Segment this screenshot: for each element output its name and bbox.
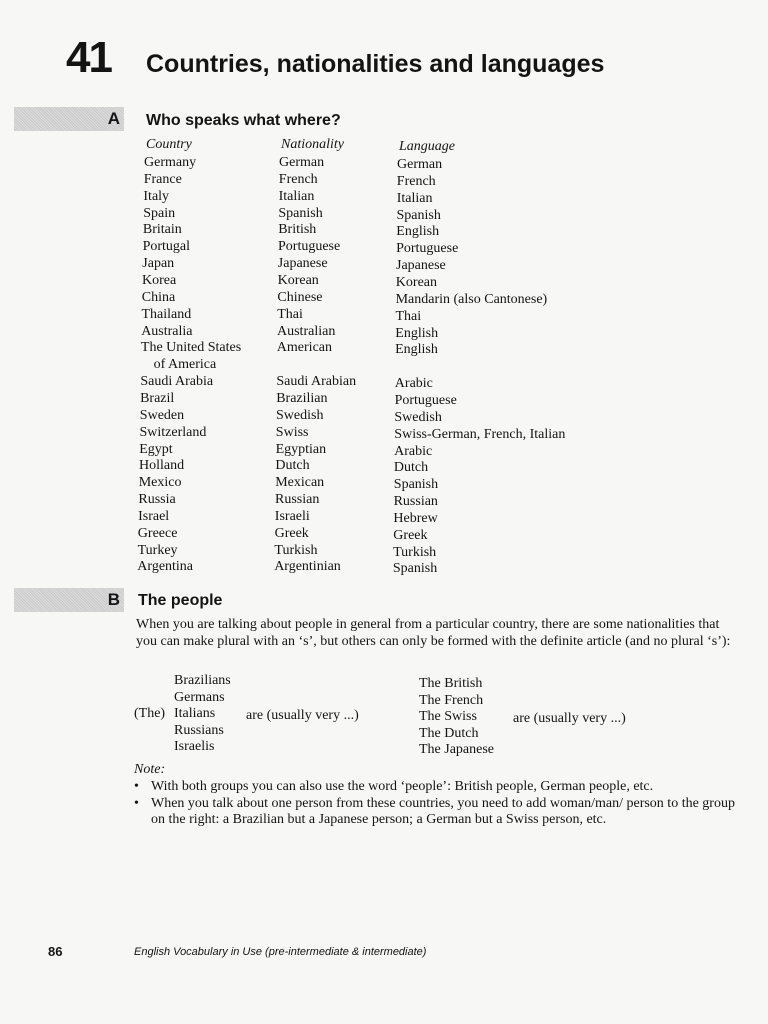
table-cell-country: Sweden (139, 407, 185, 423)
table-cell-nationality: Italian (278, 188, 315, 204)
table-cell-nationality: Israeli (274, 508, 310, 524)
table-cell-language: German (397, 157, 443, 172)
table-cell-nationality: Australian (277, 323, 336, 339)
table-cell-language: Korean (395, 275, 437, 290)
table-cell-country: Argentina (137, 559, 194, 575)
table-cell-language: Russian (393, 494, 438, 509)
table-cell-language: Dutch (393, 460, 429, 476)
book-title: English Vocabulary in Use (pre-intermediate & intermediate) (134, 946, 427, 958)
unit-title: Countries, nationalities and languages (146, 50, 605, 78)
table-cell-language: Spanish (392, 561, 438, 577)
table-cell-nationality: Japanese (277, 256, 328, 272)
table-cell-country: Israel (138, 508, 170, 524)
section-b-marker (14, 588, 124, 612)
definite-article-group (419, 676, 494, 759)
table-cell-language: Spanish (396, 207, 441, 223)
table-cell-country: of America (153, 357, 217, 373)
table-cell-nationality: Chinese (277, 289, 323, 305)
table-cell-language: Swedish (394, 409, 442, 425)
list-item: The Dutch (419, 725, 479, 741)
table-cell-language: French (396, 173, 436, 189)
table-cell-country: China (141, 289, 176, 305)
table-cell-nationality: British (278, 222, 317, 238)
table-cell-language: Arabic (394, 376, 433, 392)
table-cell-language: Thai (395, 308, 422, 324)
table-cell-language: Portuguese (394, 392, 457, 408)
table-cell-nationality: Thai (277, 306, 303, 322)
list-item: Italians (174, 706, 216, 721)
table-cell-nationality: Swedish (276, 407, 324, 423)
notes-list (134, 779, 742, 829)
list-item: The Swiss (419, 709, 477, 724)
table-cell-language: Swiss-German, French, Italian (394, 426, 566, 442)
table-cell-country: Italy (143, 188, 170, 204)
table-cell-country: France (143, 171, 182, 187)
table-cell-country: Germany (144, 155, 197, 170)
list-item: Brazilians (174, 673, 231, 688)
table-cell-country: Holland (139, 458, 185, 474)
note-item: • With both groups you can also use the word ‘people’: British people, German people, etc. (134, 779, 742, 796)
table-cell-country: The United States (140, 340, 242, 356)
table-cell-nationality: French (278, 171, 318, 187)
table-cell-language: Spanish (393, 477, 439, 493)
list-item: The British (419, 676, 483, 691)
table-cell-nationality: Egyptian (275, 441, 327, 457)
table-cell-nationality: Korean (277, 273, 319, 288)
table-cell-language: Japanese (396, 258, 446, 274)
table-cell-language: Arabic (394, 443, 433, 459)
left-verb-phrase: are (usually very ...) (246, 708, 359, 723)
table-cell-country: Greece (137, 525, 178, 541)
section-b-intro: When you are talking about people in general from a particular country, there are some nationalities that you can make plural with an ‘s’, but others can only be formed with the definite article (and no plural ‘s’): (136, 617, 731, 649)
section-a-heading: Who speaks what where? (146, 112, 341, 129)
section-b-letter: B (107, 590, 120, 609)
note-item: • When you talk about one person from these countries, you need to add woman/man/ person to the group on the right: a Brazilian but a Japanese person; a German but a Swiss person, etc. (134, 796, 742, 829)
table-cell-country: Japan (142, 256, 175, 272)
column-header-language: Language (399, 139, 455, 154)
table-cell-nationality: Turkish (274, 542, 318, 558)
table-cell-nationality: Mexican (275, 475, 325, 491)
list-item: Russians (174, 722, 224, 738)
table-cell-country: Australia (141, 323, 193, 339)
page-number: 86 (48, 944, 63, 959)
table-cell-nationality: Russian (275, 492, 320, 507)
section-a-letter: A (107, 109, 120, 128)
table-cell-country: Switzerland (139, 424, 207, 440)
table-cell-nationality: Greek (274, 525, 309, 541)
list-item: Germans (174, 689, 225, 705)
column-header-nationality: Nationality (281, 137, 344, 152)
table-cell-country: Russia (138, 492, 176, 507)
table-cell-language: English (395, 342, 438, 358)
table-cell-nationality: Dutch (275, 458, 310, 474)
table-cell-language: Greek (393, 527, 428, 543)
table-cell-nationality: German (279, 155, 325, 170)
table-cell-country: Thailand (141, 306, 192, 322)
note-label: Note: (134, 762, 166, 777)
table-cell-country: Turkey (137, 542, 178, 558)
table-cell-country: Mexico (138, 475, 182, 491)
table-cell-language: Italian (396, 190, 433, 206)
section-b-heading: The people (138, 592, 223, 609)
table-cell-country: Portugal (142, 239, 191, 255)
table-cell-country: Spain (143, 205, 176, 221)
table-cell-country: Saudi Arabia (140, 374, 214, 390)
table-cell-language: English (395, 325, 439, 341)
the-prefix: (The) (134, 706, 166, 721)
plural-s-group (174, 673, 231, 756)
column-header-country: Country (146, 137, 192, 152)
table-cell-country: Korea (142, 273, 177, 288)
table-cell-country: Egypt (139, 441, 173, 457)
table-cell-nationality: Brazilian (276, 390, 328, 406)
list-item: The Japanese (419, 742, 495, 757)
table-cell-language: Portuguese (396, 241, 459, 257)
section-a-marker (14, 107, 124, 131)
table-cell-language: Turkish (393, 544, 437, 560)
table-cell-country: Britain (142, 222, 182, 238)
table-cell-nationality: Argentinian (274, 559, 341, 575)
table-cell-language: Hebrew (393, 510, 438, 526)
table-cell-language: English (396, 224, 440, 240)
table-cell-nationality: American (276, 340, 332, 356)
table-cell-nationality: Spanish (278, 205, 323, 221)
table-cell-language: Mandarin (also Cantonese) (395, 291, 548, 307)
table-cell-nationality: Saudi Arabian (276, 374, 357, 390)
list-item: Israelis (174, 739, 215, 754)
right-verb-phrase: are (usually very ...) (513, 711, 626, 726)
unit-number: 41 (66, 33, 111, 82)
list-item: The French (419, 692, 484, 708)
table-cell-nationality: Portuguese (278, 239, 341, 255)
table-cell-country: Brazil (140, 390, 175, 406)
table-cell-nationality: Swiss (275, 424, 309, 440)
